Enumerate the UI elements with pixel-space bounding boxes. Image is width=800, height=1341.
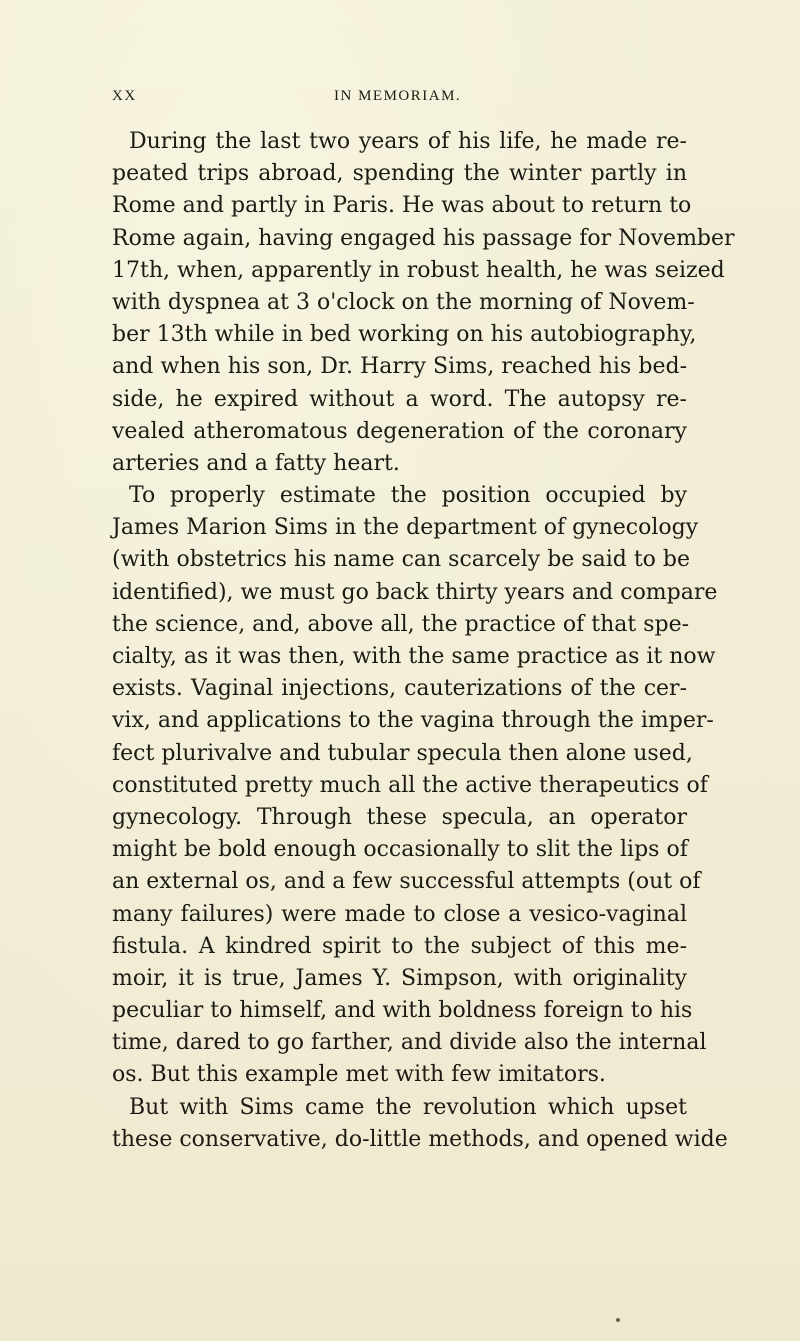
text-line: gynecology. Through these specula, an operator <box>112 804 687 830</box>
text-line: 17th, when, apparently in robust health, he was seized <box>112 257 725 283</box>
text-line: Rome again, having engaged his passage for November <box>112 225 735 251</box>
text-line: ber 13th while in bed working on his autobiography, <box>112 322 697 348</box>
running-title: IN MEMORIAM. <box>334 88 462 104</box>
text-line: But with Sims came the revolution which upset <box>129 1094 687 1120</box>
text-line: peculiar to himself, and with boldness foreign to his <box>112 998 693 1024</box>
text-line: identified), we must go back thirty years and compare <box>112 579 718 605</box>
body-text <box>112 126 735 1156</box>
text-line: Rome and partly in Paris. He was about to return to <box>112 193 692 219</box>
text-line: peated trips abroad, spending the winter partly in <box>112 161 687 187</box>
text-line: side, he expired without a word. The autopsy re- <box>112 386 687 412</box>
text-line: the science, and, above all, the practice of that spe- <box>112 611 690 637</box>
print-speck <box>616 1318 620 1322</box>
text-line: vix, and applications to the vagina through the imper- <box>112 708 714 734</box>
text-line: arteries and a fatty heart. <box>112 450 400 476</box>
text-line: To properly estimate the position occupied by <box>129 483 687 509</box>
page-number: XX <box>112 88 137 104</box>
running-head <box>112 88 672 110</box>
text-line: exists. Vaginal injections, cauterizations of the cer- <box>112 676 687 702</box>
text-line: moir, it is true, James Y. Simpson, with originality <box>112 965 687 991</box>
text-line: fect plurivalve and tubular specula then alone used, <box>112 740 693 766</box>
text-line: os. But this example met with few imitators. <box>112 1062 606 1088</box>
text-line: and when his son, Dr. Harry Sims, reached his bed- <box>112 354 687 380</box>
text-line: many failures) were made to close a vesico-vaginal <box>112 901 687 927</box>
text-line: constituted pretty much all the active therapeutics of <box>112 772 708 798</box>
text-line: these conservative, do-little methods, and opened wide <box>112 1126 728 1152</box>
text-line: fistula. A kindred spirit to the subject of this me- <box>112 933 687 959</box>
text-line: an external os, and a few successful attempts (out of <box>112 869 701 895</box>
text-line: vealed atheromatous degeneration of the coronary <box>112 418 687 444</box>
text-line: During the last two years of his life, he made re- <box>129 129 687 154</box>
text-line: might be bold enough occasionally to slit the lips of <box>112 837 688 863</box>
text-line: cialty, as it was then, with the same practice as it now <box>112 644 716 669</box>
text-line: (with obstetrics his name can scarcely be said to be <box>112 547 691 573</box>
text-line: time, dared to go farther, and divide also the internal <box>112 1030 707 1056</box>
text-line: with dyspnea at 3 o'clock on the morning of Novem- <box>112 289 695 315</box>
text-line: James Marion Sims in the department of gynecology <box>112 515 699 541</box>
